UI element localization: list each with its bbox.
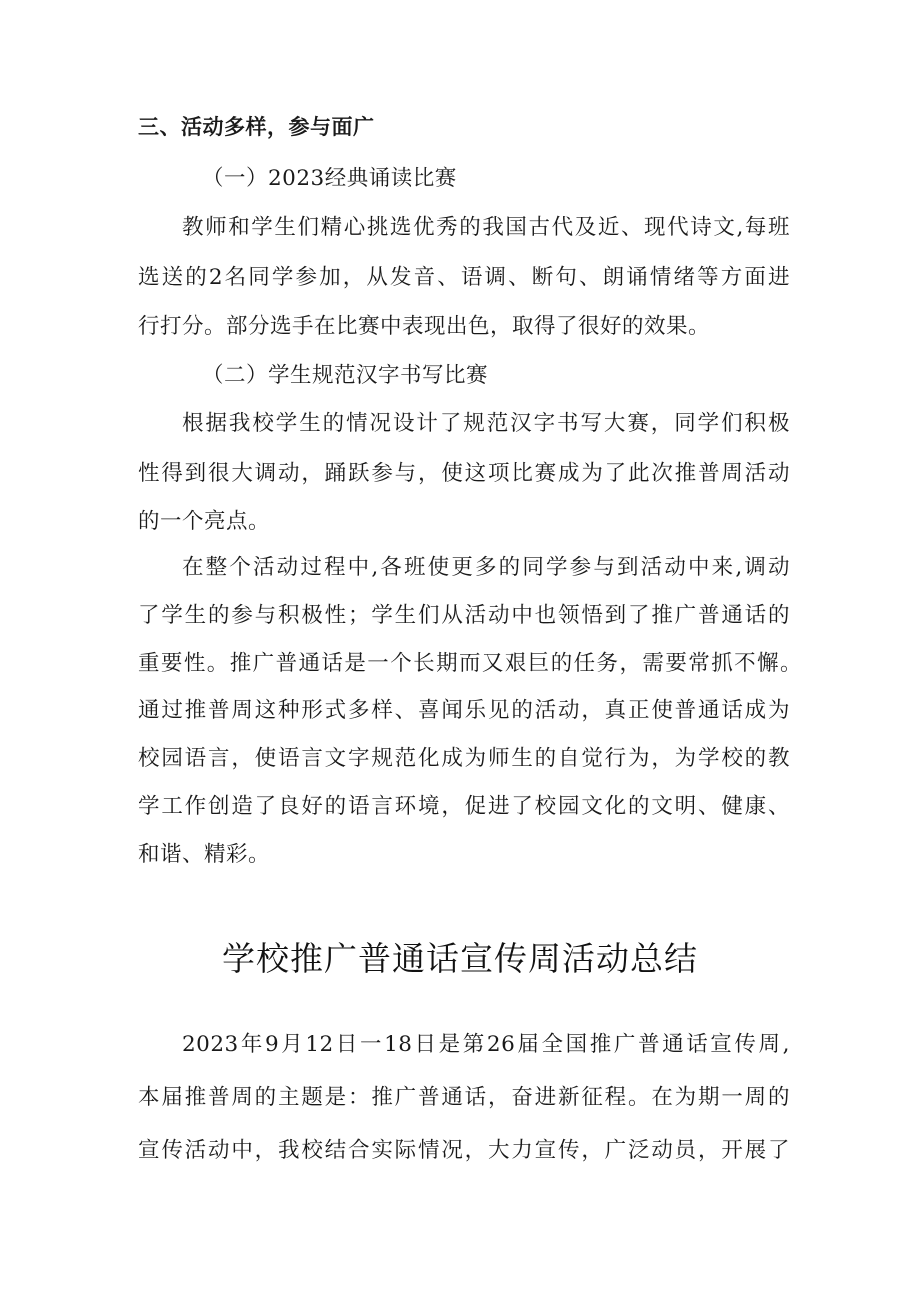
paragraph-line: 根据我校学生的情况设计了规范汉字书写大赛，同学们积极 — [182, 411, 790, 436]
document-title: 学校推广普通话宣传周活动总结 — [222, 939, 698, 978]
paragraph-line: 2023年9月12日一18日是第26届全国推广普通话宣传周, — [182, 1032, 790, 1057]
subsection-heading-recitation: （一）2023经典诵读比赛 — [202, 166, 457, 191]
paragraph-line: 性得到很大调动，踊跃参与，使这项比赛成为了此次推普周活动 — [138, 461, 790, 486]
paragraph-line: 在整个活动过程中,各班使更多的同学参与到活动中来,调动 — [182, 555, 790, 580]
subsection-heading-calligraphy: （二）学生规范汉字书写比赛 — [202, 363, 489, 388]
paragraph-line: 的一个亮点。 — [138, 509, 271, 534]
paragraph-line: 选送的2名同学参加，从发音、语调、断句、朗诵情绪等方面进 — [138, 265, 790, 290]
paragraph-line: 通过推普周这种形式多样、喜闻乐见的活动，真正使普通话成为 — [138, 698, 790, 723]
paragraph-line: 校园语言，使语言文字规范化成为师生的自觉行为，为学校的教 — [138, 746, 790, 771]
paragraph-line: 了学生的参与积极性；学生们从活动中也领悟到了推广普通话的 — [138, 603, 790, 628]
paragraph-line: 宣传活动中，我校结合实际情况，大力宣传，广泛动员，开展了 — [138, 1138, 790, 1163]
paragraph-line: 重要性。推广普通话是一个长期而又艰巨的任务，需要常抓不懈。 — [138, 651, 802, 676]
paragraph-line: 和谐、精彩。 — [138, 842, 271, 867]
paragraph-line: 本届推普周的主题是：推广普通话，奋进新征程。在为期一周的 — [138, 1085, 790, 1110]
section-heading: 三、活动多样，参与面广 — [138, 115, 375, 139]
paragraph-line: 教师和学生们精心挑选优秀的我国古代及近、现代诗文,每班 — [182, 215, 790, 240]
paragraph-line: 学工作创造了良好的语言环境，促进了校园文化的文明、健康、 — [138, 794, 790, 819]
paragraph-line: 行打分。部分选手在比赛中表现出色，取得了很好的效果。 — [138, 314, 711, 339]
